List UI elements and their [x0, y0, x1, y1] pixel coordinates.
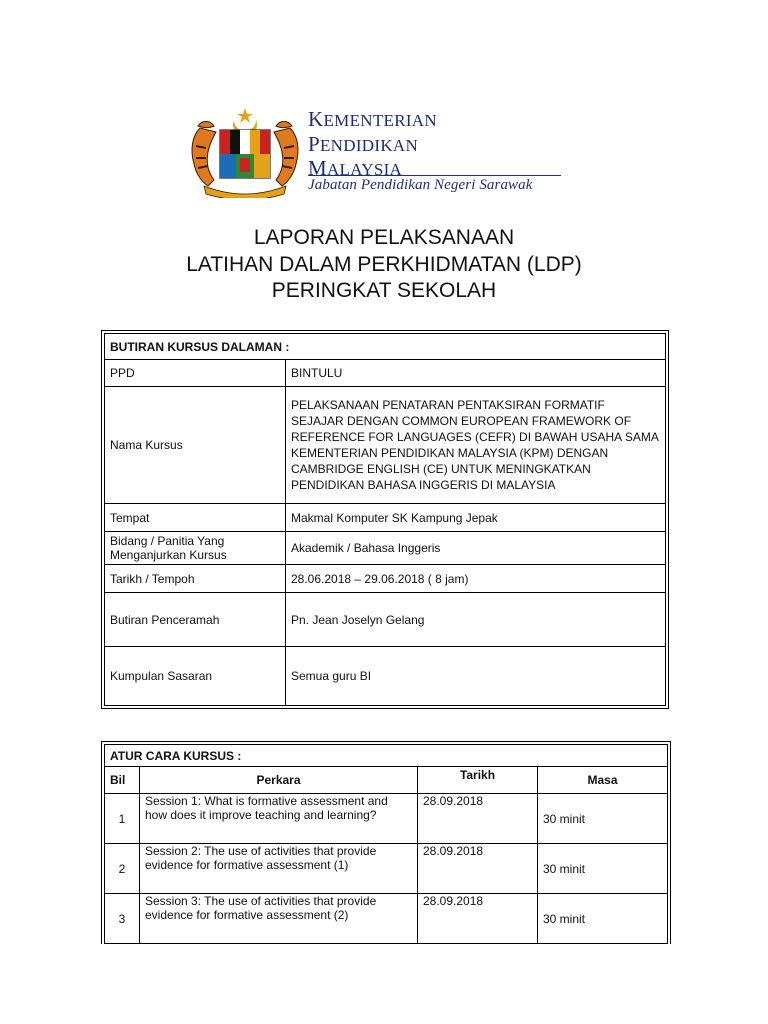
cell-bil: 1: [105, 794, 140, 844]
cell-masa: 30 minit: [538, 794, 668, 844]
course-details-heading-row: [105, 334, 666, 360]
title-line-3: PERINGKAT SEKOLAH: [271, 279, 497, 302]
row-value: Semua guru BI: [286, 647, 666, 706]
title-line-1: LAPORAN PELAKSANAAN: [253, 226, 515, 249]
row-value: Makmal Komputer SK Kampung Jepak: [286, 504, 666, 532]
title-line-2: LATIHAN DALAM PERKHIDMATAN (LDP): [186, 252, 582, 276]
ministry-line1-rest: EMENTERIAN: [323, 111, 437, 130]
table-row: [105, 360, 666, 387]
column-header-tarikh: Tarikh: [418, 767, 538, 794]
column-header-bil: Bil: [105, 767, 140, 794]
cell-masa: 30 minit: [538, 894, 668, 944]
table-row: [105, 504, 666, 532]
cell-perkara: Session 3: The use of activities that provide evidence for formative assessment (2): [140, 894, 418, 944]
row-label: Tarikh / Tempoh: [105, 565, 286, 593]
schedule-header-row: [105, 767, 668, 794]
ministry-divider: [308, 175, 561, 176]
column-header-masa: Masa: [538, 767, 668, 794]
department-name: Jabatan Pendidikan Negeri Sarawak: [308, 177, 533, 193]
table-row: [105, 794, 668, 844]
table-row: [105, 565, 666, 593]
ministry-line2-rest: ENDIDIKAN: [319, 135, 419, 155]
ministry-line1-initial: K: [308, 107, 324, 131]
table-row: [105, 844, 668, 894]
table-row: [105, 647, 666, 706]
ministry-line3-initial: M: [308, 156, 327, 180]
column-header-perkara: Perkara: [140, 767, 418, 794]
cell-bil: 3: [105, 894, 140, 944]
cell-masa: 30 minit: [538, 844, 668, 894]
schedule-table: [104, 744, 668, 944]
ministry-line2-initial: P: [308, 131, 320, 156]
malaysia-coat-of-arms-logo: [186, 106, 304, 198]
row-label: Tempat: [105, 504, 286, 532]
schedule-heading-row: [105, 745, 668, 767]
row-label: PPD: [105, 360, 286, 387]
schedule-table-frame: [101, 741, 671, 944]
row-value: BINTULU: [286, 360, 666, 387]
row-label: Bidang / Panitia Yang Menganjurkan Kursus: [105, 532, 286, 565]
report-title: [0, 225, 768, 305]
cell-tarikh: 28.09.2018: [418, 844, 538, 894]
table-row: [105, 894, 668, 944]
row-label: Kumpulan Sasaran: [105, 647, 286, 706]
row-value: 28.06.2018 – 29.06.2018 ( 8 jam): [286, 565, 666, 593]
course-details-table: [104, 333, 666, 706]
course-details-heading: BUTIRAN KURSUS DALAMAN :: [105, 334, 666, 360]
schedule-heading: ATUR CARA KURSUS :: [105, 745, 668, 767]
course-details-table-frame: [101, 330, 669, 709]
table-row: [105, 593, 666, 647]
cell-tarikh: 28.09.2018: [418, 894, 538, 944]
ministry-name: [308, 108, 437, 182]
cell-perkara: Session 1: What is formative assessment and how does it improve teaching and learning?: [140, 794, 418, 844]
row-label: Butiran Penceramah: [105, 593, 286, 647]
row-value: Pn. Jean Joselyn Gelang: [286, 593, 666, 647]
cell-tarikh: 28.09.2018: [418, 794, 538, 844]
table-row: [105, 532, 666, 565]
ministry-line3-rest: ALAYSIA: [326, 160, 403, 179]
cell-bil: 2: [105, 844, 140, 894]
table-row: [105, 387, 666, 504]
row-label: Nama Kursus: [105, 387, 286, 504]
row-value: Akademik / Bahasa Inggeris: [286, 532, 666, 565]
cell-perkara: Session 2: The use of activities that provide evidence for formative assessment (1): [140, 844, 418, 894]
row-value: PELAKSANAAN PENATARAN PENTAKSIRAN FORMATIF SEJAJAR DENGAN COMMON EUROPEAN FRAMEWORK OF REFERENCE FOR LANGUAGES (CEFR) DI BAWAH USAHA SAMA KEMENTERIAN PENDIDIKAN MALAYSIA (KPM) DENGAN CAMBRIDGE ENGLISH (CE) UNTUK MENINGKATKAN PENDIDIKAN BAHASA INGGERIS DI MALAYSIA: [286, 387, 666, 504]
